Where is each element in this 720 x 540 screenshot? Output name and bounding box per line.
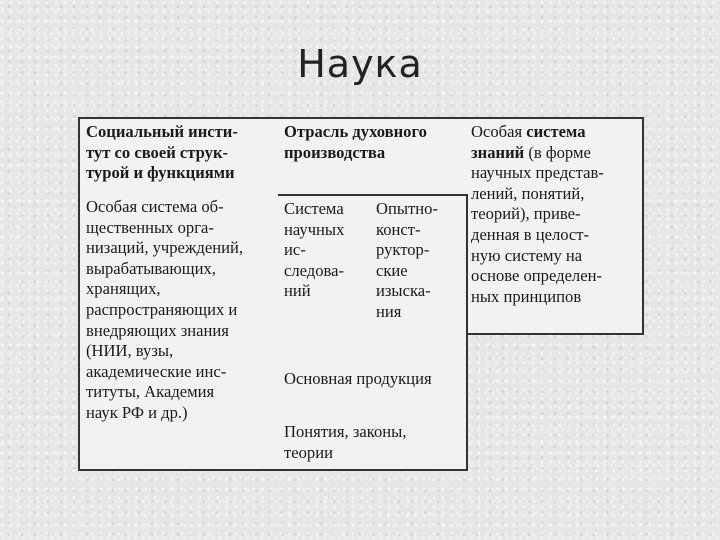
cell-spiritual-production-header — [278, 117, 468, 196]
science-table — [78, 117, 644, 471]
cell-knowledge-system — [466, 117, 644, 335]
main-product-label: Основная продукция — [284, 369, 432, 388]
left-body-line-9: академические инс- — [86, 361, 227, 381]
left-body-line-3: низаций, учреждений, — [86, 238, 243, 258]
cell-experimental-design — [370, 194, 468, 335]
experimental-line-6: ния — [376, 301, 402, 321]
header-mid-line-1: Отрасль духовного — [284, 122, 427, 141]
system-line-4: следова- — [284, 260, 345, 280]
header-left-line-3: турой и функциями — [86, 163, 235, 183]
left-body-line-5: хранящих, — [86, 279, 161, 299]
slide-title: Наука — [297, 42, 423, 86]
cell-social-institute-header — [78, 117, 280, 196]
right-line-1: Особая система — [471, 122, 586, 141]
left-body-line-11: наук РФ и др.) — [86, 402, 188, 422]
left-body-line-10: титуты, Академия — [86, 382, 215, 402]
experimental-line-5: изыска- — [376, 281, 431, 301]
right-line-2: знаний (в форме — [471, 142, 591, 162]
right-line-6: денная в целост- — [471, 224, 590, 244]
left-body-line-8: (НИИ, вузы, — [86, 341, 174, 361]
right-line-7: ную систему на — [471, 245, 583, 265]
header-mid-line-2: производства — [284, 142, 386, 162]
left-body-line-7: внедряющих знания — [86, 320, 229, 340]
left-body-line-1: Особая система об- — [86, 197, 224, 216]
left-body-line-4: вырабатывающих, — [86, 258, 216, 278]
right-line-5: теорий), приве- — [471, 204, 581, 224]
left-body-line-6: распространяющих и — [86, 299, 238, 319]
right-line-8: основе определен- — [471, 266, 602, 286]
cell-empty-1 — [278, 333, 372, 365]
cell-empty-2 — [370, 333, 468, 365]
cell-products — [278, 418, 468, 471]
experimental-line-4: ские — [376, 260, 408, 280]
right-line-3: научных представ- — [471, 163, 604, 183]
left-body-line-2: щественных орга- — [86, 217, 214, 237]
system-line-3: ис- — [284, 240, 306, 260]
header-left-line-1: Социальный инсти- — [86, 122, 238, 141]
header-left-line-2: тут со своей струк- — [86, 142, 229, 162]
experimental-line-2: конст- — [376, 219, 421, 239]
system-line-1: Система — [284, 199, 344, 218]
cell-research-system — [278, 194, 372, 335]
cell-main-product — [278, 363, 468, 420]
system-line-2: научных — [284, 219, 345, 239]
cell-organizations-system — [78, 194, 280, 471]
products-line-1: Понятия, законы, — [284, 422, 407, 441]
right-line-9: ных принципов — [471, 286, 582, 306]
experimental-line-3: руктор- — [376, 240, 430, 260]
products-line-2: теории — [284, 442, 333, 462]
right-line-4: лений, понятий, — [471, 183, 585, 203]
system-line-5: ний — [284, 281, 311, 301]
experimental-line-1: Опытно- — [376, 199, 438, 218]
